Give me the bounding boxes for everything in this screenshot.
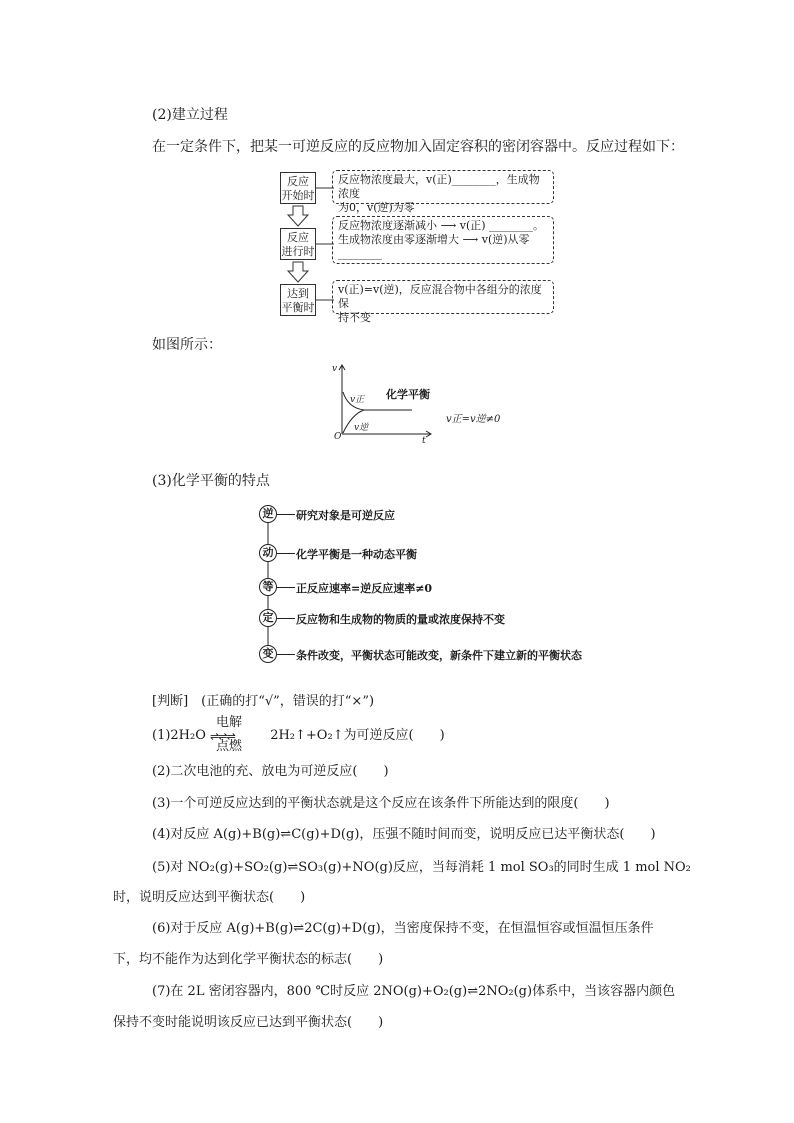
judge-q6-line2: 下，均不能作为达到化学平衡状态的标志( ) — [113, 952, 384, 967]
section-heading-2: (2)建立过程 — [152, 107, 228, 123]
q1-condition-top: 电解 — [216, 715, 243, 730]
judge-q5-line2: 时，说明反应达到平衡状态( ) — [113, 890, 306, 905]
stage-equilibrium-line1: 达到 — [287, 287, 309, 300]
q1-condition-bottom: 点燃 — [216, 739, 243, 754]
feature-text: 条件改变，平衡状态可能改变，新条件下建立新的平衡状态 — [296, 649, 582, 662]
judge-title: [判断] (正确的打“√”，错误的打“×”) — [152, 694, 375, 709]
desc-start — [332, 170, 554, 214]
judge-q5-line1: (5)对 NO₂(g)+SO₂(g)⇌SO₃(g)+NO(g)反应，当每消耗 1 mol SO₃的同时生成 1 mol NO₂ — [152, 860, 691, 875]
graph-equilibrium-label: 化学平衡 — [386, 388, 430, 401]
graph-x-axis-label: t — [422, 436, 426, 446]
desc-start-line2: 为0，v(逆)为零 — [338, 201, 415, 214]
stage-start-line1: 反应 — [287, 175, 309, 188]
figure-caption: 如图所示： — [152, 337, 222, 353]
stage-start-box — [280, 172, 316, 204]
q1-products: 2H₂↑+O₂↑为可逆反应( ) — [270, 728, 445, 743]
desc-equilibrium — [332, 280, 554, 324]
desc-progress — [332, 216, 554, 264]
desc-equilibrium-line1: v(正)=v(逆)，反应混合物中各组分的浓度保 — [338, 283, 542, 310]
feature-marker: 变 — [259, 645, 277, 663]
stage-progress-line2: 进行时 — [281, 245, 315, 258]
feature-connector — [277, 587, 295, 588]
graph-v-forward-label: v正 — [350, 395, 365, 405]
down-arrow-icon — [286, 205, 310, 227]
feature-connector — [277, 553, 295, 554]
down-arrow-icon — [286, 261, 310, 283]
desc-equilibrium-line2: 持不变 — [338, 311, 371, 324]
desc-progress-line3: ________ — [338, 247, 382, 260]
desc-progress-line1: 反应物浓度逐渐减小 ⟶ v(正) ________。 — [338, 219, 545, 232]
judge-q7-line2: 保持不变时能说明该反应已达到平衡状态( ) — [113, 1015, 384, 1030]
judge-q2: (2)二次电池的充、放电为可逆反应( ) — [152, 764, 389, 779]
q1-reactant: (1)2H₂O — [152, 728, 206, 743]
judge-q1 — [152, 715, 445, 754]
stage-equilibrium-box — [280, 284, 316, 316]
stage-equilibrium-line2: 平衡时 — [281, 301, 315, 314]
section-heading-3: (3)化学平衡的特点 — [152, 473, 270, 489]
feature-connector — [277, 618, 295, 619]
judge-q7-line1: (7)在 2L 密闭容器内，800 ℃时反应 2NO(g)+O₂(g)⇌2NO₂(g)体系中，当该容器内颜色 — [152, 984, 676, 999]
feature-text: 化学平衡是一种动态平衡 — [296, 548, 417, 561]
graph-y-axis-label: v — [332, 364, 338, 374]
feature-text: 正反应速率=逆反应速率≠0 — [296, 582, 433, 595]
section-intro: 在一定条件下，把某一可逆反应的反应物加入固定容积的密闭容器中。反应过程如下： — [152, 139, 684, 155]
feature-text: 反应物和生成物的物质的量或浓度保持不变 — [296, 613, 505, 626]
feature-connector — [277, 514, 295, 515]
judge-q4: (4)对反应 A(g)+B(g)⇌C(g)+D(g)，压强不随时间而变，说明反应已达平衡状态( ) — [152, 827, 656, 842]
desc-progress-line2: 生成物浓度由零逐渐增大 ⟶ v(逆)从零 — [338, 233, 530, 246]
graph-condition-label: v正=v逆≠0 — [446, 414, 501, 425]
judge-q6-line1: (6)对于反应 A(g)+B(g)⇌2C(g)+D(g)，当密度保持不变，在恒温恒容或恒温恒压条件 — [152, 921, 654, 936]
feature-connector — [277, 654, 295, 655]
feature-marker: 定 — [259, 609, 277, 627]
stage-progress-line1: 反应 — [287, 231, 309, 244]
graph-origin-label: O — [334, 432, 342, 442]
stage-start-line2: 开始时 — [281, 189, 315, 202]
q1-reaction-condition — [210, 715, 266, 754]
stage-progress-box — [280, 228, 316, 260]
feature-marker: 逆 — [259, 505, 277, 523]
feature-marker: 等 — [259, 578, 277, 596]
feature-marker: 动 — [259, 544, 277, 562]
q1-double-arrow-icon: ⇌⇌⇌ — [210, 730, 235, 743]
feature-text: 研究对象是可逆反应 — [296, 509, 395, 522]
judge-q3: (3)一个可逆反应达到的平衡状态就是这个反应在该条件下所能达到的限度( ) — [152, 796, 610, 811]
graph-v-reverse-label: v逆 — [354, 423, 369, 433]
rate-time-graph — [330, 362, 510, 447]
desc-start-line1: 反应物浓度最大，v(正)________，生成物浓度 — [338, 173, 540, 200]
